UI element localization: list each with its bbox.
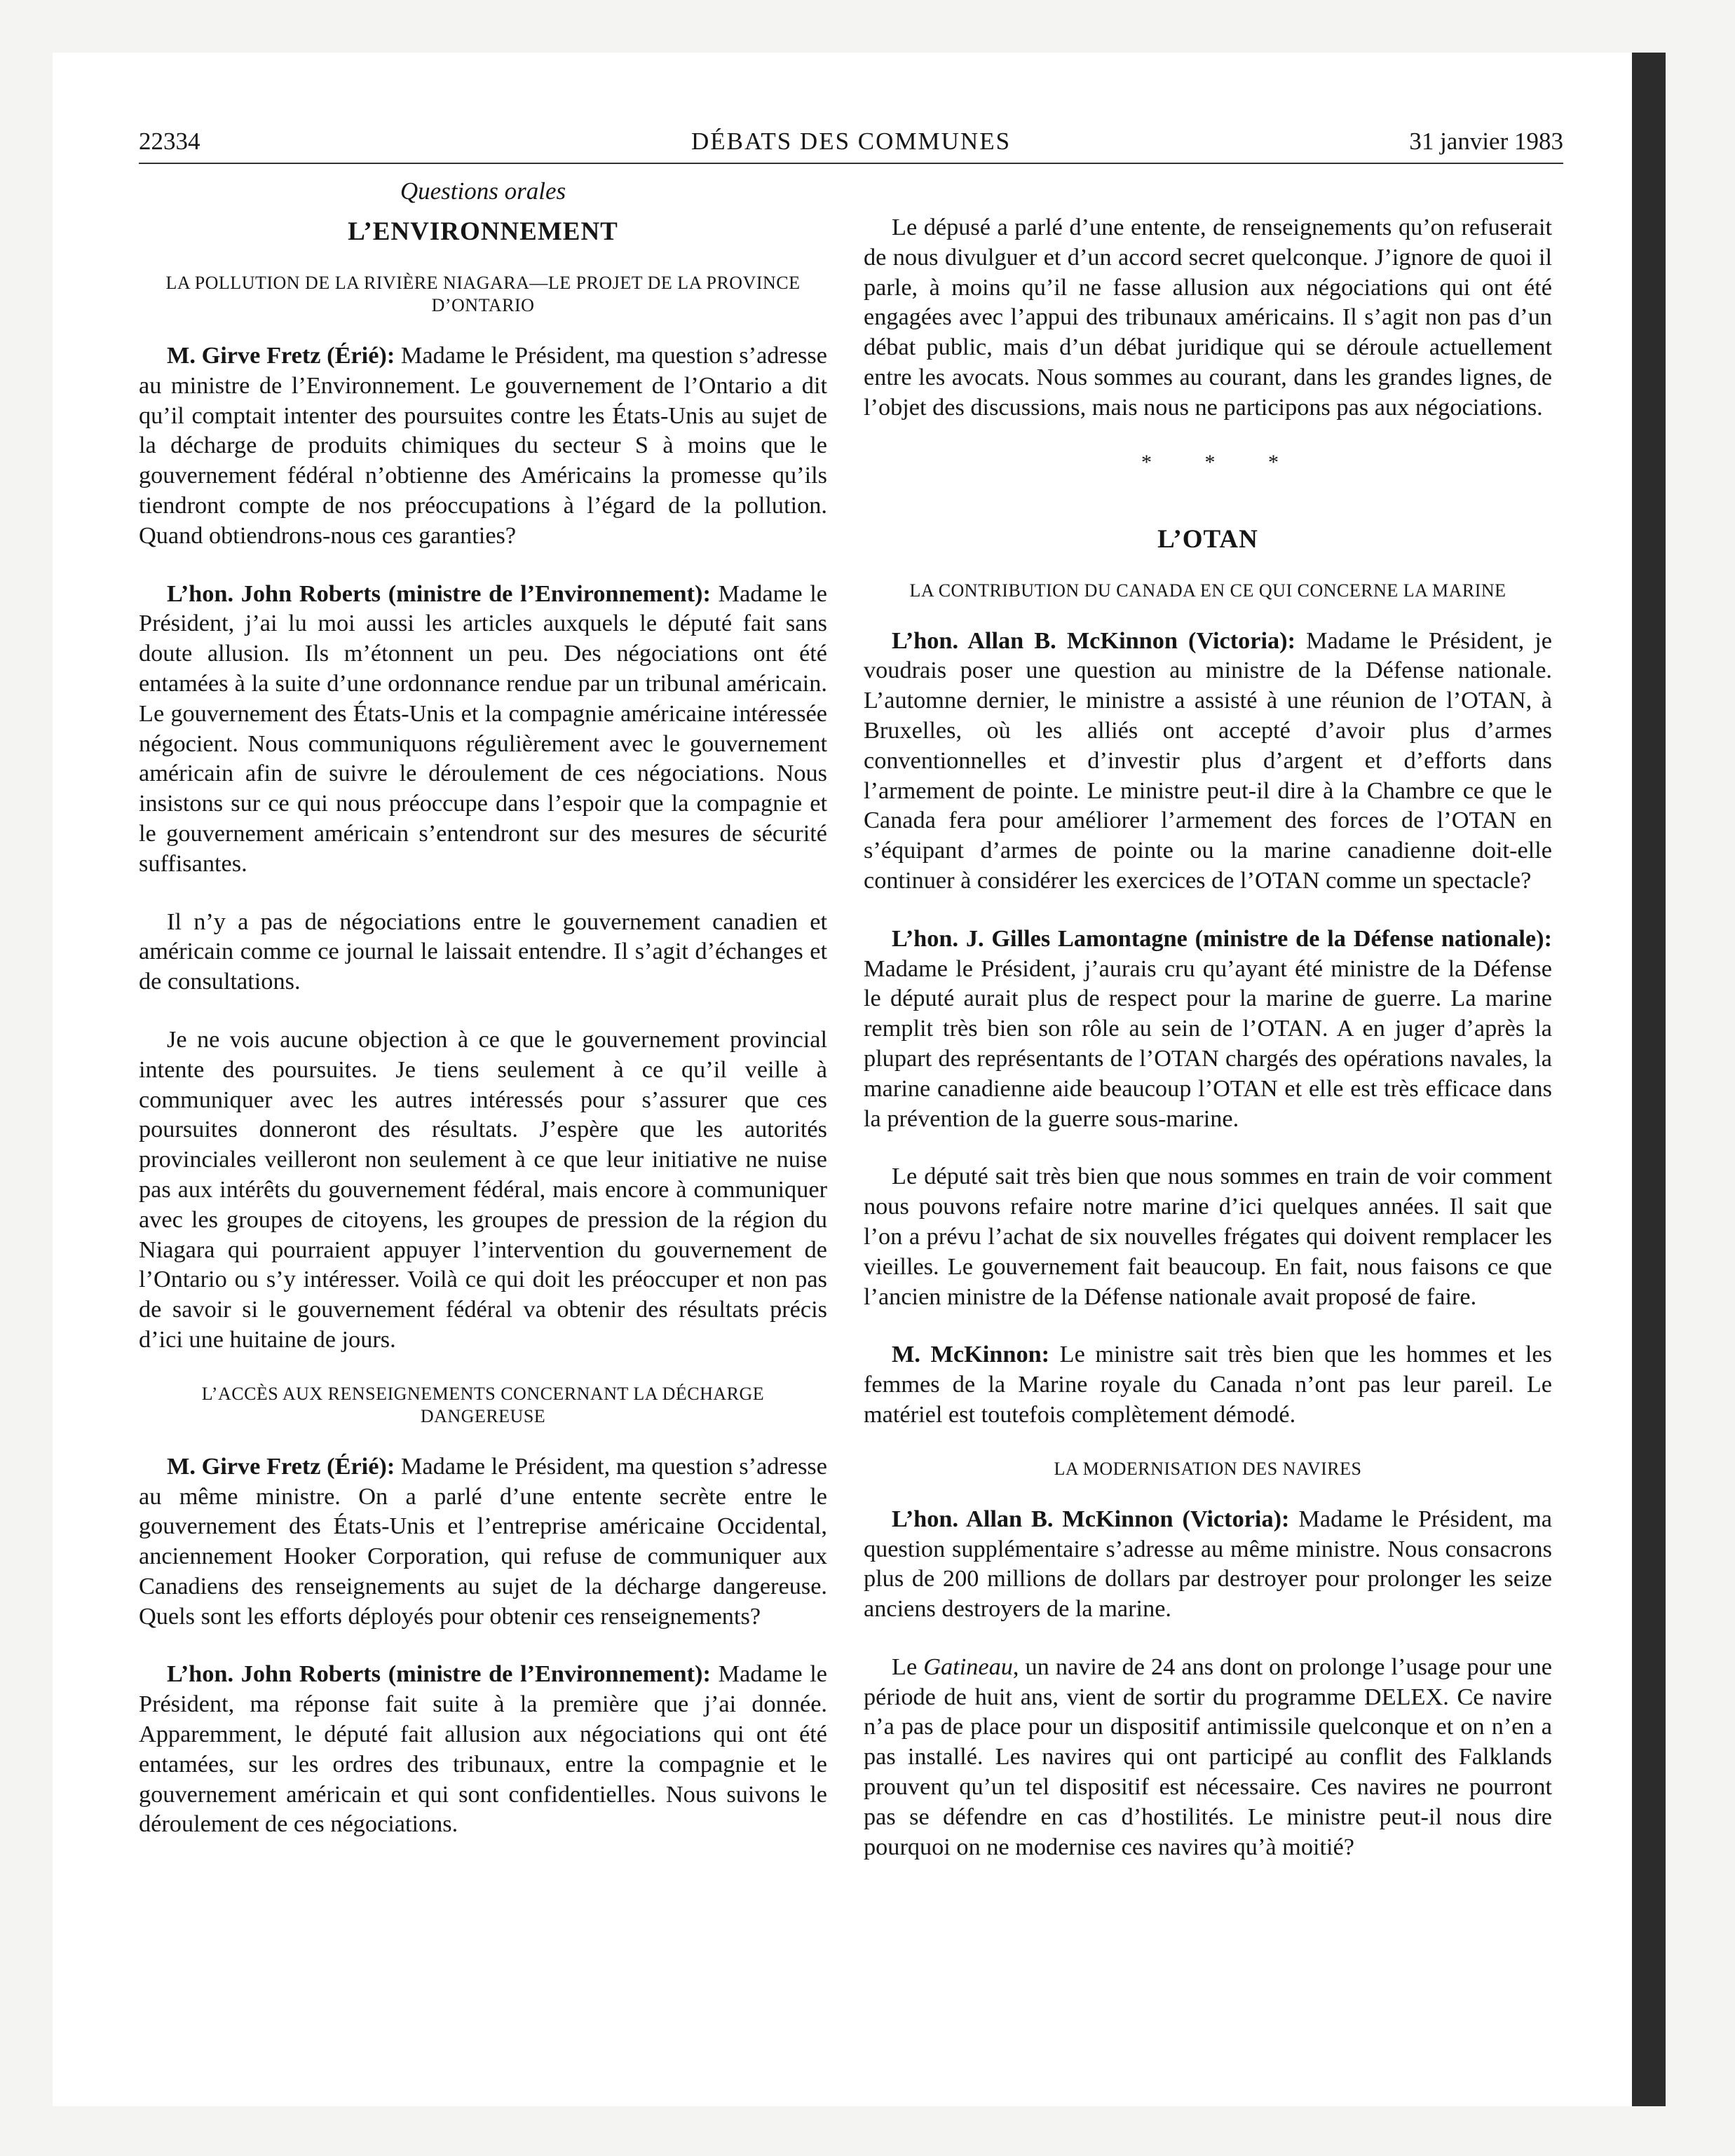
paragraph [139, 341, 827, 551]
binding-edge [1632, 53, 1666, 2106]
section-label: Questions orales [400, 177, 566, 205]
subheading-modernisation: LA MODERNISATION DES NAVIRES [1054, 1458, 1362, 1479]
paragraph [864, 626, 1552, 896]
speech-text: Madame le Président, ma question s’adresse au ministre de l’Environnement. Le gouvernement de l’Ontario a dit qu’il comptait intenter des poursuites contre les États-Unis au sujet de la décharge de produits chimiques du secteur S à moins que le gouvernement fédéral n’obtienne des Américains la promesse qu’ils tiendront compte de nos préoccupations à l’égard de la pollution. Quand obtiendrons-nous ces garanties? [139, 342, 827, 549]
paragraph: Le dépusé a parlé d’une entente, de renseignements qu’on refuserait de nous divulguer et d’un accord secret quelconque. J’ignore de quoi il parle, à moins qu’il ne fasse allusion aux négociations qui ont été engagées avec l’appui des tribunaux américains. Il s’agit non pas d’un débat public, mais d’un débat juridique qui se déroule actuellement entre les avocats. Nous sommes au courant, dans les grandes lignes, de l’objet des discussions, mais nous ne participons pas aux négociations. [864, 214, 1552, 421]
subheading-contribution: LA CONTRIBUTION DU CANADA EN CE QUI CONCERNE LA MARINE [909, 580, 1506, 601]
subheading-niagara: LA POLLUTION DE LA RIVIÈRE NIAGARA—LE PROJET DE LA PROVINCE D’ONTARIO [165, 273, 801, 315]
right-column [864, 212, 1552, 1890]
text-lead: Le [892, 1653, 924, 1680]
paragraph [139, 1659, 827, 1839]
paragraph [864, 924, 1552, 1134]
paragraph [864, 1504, 1552, 1624]
speech-text: Madame le Président, je voudrais poser une question au ministre de la Défense nationale. L’automne dernier, le ministre a assisté à une réunion de l’OTAN, à Bruxelles, où les alliés ont accepté d’avoir plus d’armes conventionnelles et d’investir plus d’argent et d’efforts dans l’armement de pointe. Le ministre peut-il dire à la Chambre ce que le Canada fera pour améliorer l’armement des forces de l’OTAN en s’équipant d’armes de pointe ou la marine canadienne doit-elle continuer à considérer les exercices de l’OTAN comme un spectacle? [864, 627, 1552, 894]
paragraph: Le député sait très bien que nous sommes en train de voir comment nous pouvons refaire notre marine d’ici quelques années. Il sait que l’on a prévu l’achat de six nouvelles frégates qui doivent remplacer les vieilles. Le gouvernement fait beaucoup. En fait, nous faisons ce que l’ancien ministre de la Défense nationale avait proposé de faire. [864, 1163, 1552, 1310]
speech-text: Madame le Président, j’aurais cru qu’ayant été ministre de la Défense le député aurait plus de respect pour la marine de guerre. La marine remplit très bien son rôle au sein de l’OTAN. A en juger d’après la plupart des représentants de l’OTAN chargés des opérations navales, la marine canadienne aide beaucoup l’OTAN et elle est très efficace dans la prévention de la guerre sous-marine. [864, 955, 1552, 1132]
speaker-name: M. Girve Fretz (Érié): [167, 1452, 395, 1480]
speaker-name: L’hon. J. Gilles Lamontagne (ministre de la Défense nationale): [892, 925, 1552, 952]
paragraph: Il n’y a pas de négociations entre le gouvernement canadien et américain comme ce journal le laissait entendre. Il s’agit d’échanges et de consultations. [139, 908, 827, 995]
speaker-name: M. McKinnon: [892, 1341, 1050, 1368]
left-column [139, 175, 827, 1867]
paragraph [139, 579, 827, 879]
page-number: 22334 [139, 128, 200, 155]
speech-text: , un navire de 24 ans dont on prolonge l’usage pour une période de huit ans, vient de sortir du programme DELEX. Ce navire n’a pas de place pour un dispositif antimissile quelconque et on n’en a pas installé. Les navires qui ont participé au conflit des Falklands prouvent qu’un tel dispositif est nécessaire. Ces navires ne pourront pas se défendre en cas d’hostilités. Le ministre peut-il nous dire pourquoi on ne modernise ces navires qu’à moitié? [864, 1653, 1552, 1860]
heading-environment: L’ENVIRONNEMENT [348, 217, 618, 246]
ship-name: Gatineau [923, 1653, 1013, 1680]
speaker-name: M. Girve Fretz (Érié): [167, 342, 395, 369]
paragraph [864, 1339, 1552, 1429]
paragraph [139, 1452, 827, 1632]
running-header [139, 125, 1563, 164]
section-break: * * * [1141, 450, 1302, 474]
speaker-name: L’hon. John Roberts (ministre de l’Environnement): [167, 1660, 711, 1688]
speaker-name: L’hon. Allan B. McKinnon (Victoria): [892, 627, 1296, 654]
issue-date: 31 janvier 1983 [1409, 128, 1563, 155]
publication-title: DÉBATS DES COMMUNES [690, 128, 1012, 155]
heading-otan: L’OTAN [1157, 524, 1258, 554]
speech-text: Madame le Président, j’ai lu moi aussi les articles auxquels le député fait sans doute allusion. Ils m’étonnent un peu. Des négociations ont été entamées à la suite d’une ordonnance rendue par un tribunal américain. Le gouvernement des États-Unis et la compagnie américaine intéressée négocient. Nous communiquons régulièrement avec le gouvernement américain afin de suivre le déroulement de ces négociations. Nous insistons sur ce qui nous préoccupe dans l’espoir que la compagnie et le gouvernement américain s’entendront sur des mesures de sécurité suffisantes. [139, 580, 828, 877]
speech-text: Madame le Président, ma question s’adresse au même ministre. On a parlé d’une entente secrète entre le gouvernement des États-Unis et l’entreprise américaine Occidental, anciennement Hooker Corporation, qui refuse de communiquer aux Canadiens des renseignements au sujet de la décharge dangereuse. Quels sont les efforts déployés pour obtenir ces renseignements? [139, 1452, 827, 1630]
speaker-name: L’hon. John Roberts (ministre de l’Environnement): [167, 580, 711, 607]
speech-text: Le ministre sait très bien que les hommes et les femmes de la Marine royale du Canada n’ont pas leur pareil. Le matériel est toutefois complètement démodé. [864, 1341, 1552, 1428]
paragraph: Je ne vois aucune objection à ce que le gouvernement provincial intente des poursuites. Je tiens seulement à ce qu’il veille à communiquer avec les autres intéressés pour s’assurer que ces poursuites donneront des résultats. J’espère que les autorités provinciales veilleront non seulement à ce que leur initiative ne nuise pas aux intérêts du gouvernement fédéral, mais encore à communiquer avec les groupes de citoyens, les groupes de pression de la région du Niagara qui pourraient appuyer l’intervention du gouvernement de l’Ontario ou s’y intéresser. Voilà ce qui doit les préoccuper et non pas de savoir si le gouvernement fédéral va obtenir des résultats précis d’ici une huitaine de jours. [139, 1025, 827, 1353]
speaker-name: L’hon. Allan B. McKinnon (Victoria): [892, 1505, 1290, 1532]
speech-text: Madame le Président, ma question supplémentaire s’adresse au même ministre. Nous consacrons plus de 200 millions de dollars par destroyer pour prolonger les seize anciens destroyers de la marine. [864, 1505, 1553, 1623]
paragraph [864, 1652, 1552, 1862]
speech-text: Madame le Président, ma réponse fait suite à la première que j’ai donnée. Apparemment, le député fait allusion aux négociations qui ont été entamées, sur les ordres des tribunaux, entre la compagnie et le gouvernement américain et qui sont confidentielles. Nous suivons le déroulement de ces négociations. [139, 1660, 828, 1838]
subheading-access: L’ACCÈS AUX RENSEIGNEMENTS CONCERNANT LA DÉCHARGE DANGEREUSE [201, 1383, 765, 1426]
